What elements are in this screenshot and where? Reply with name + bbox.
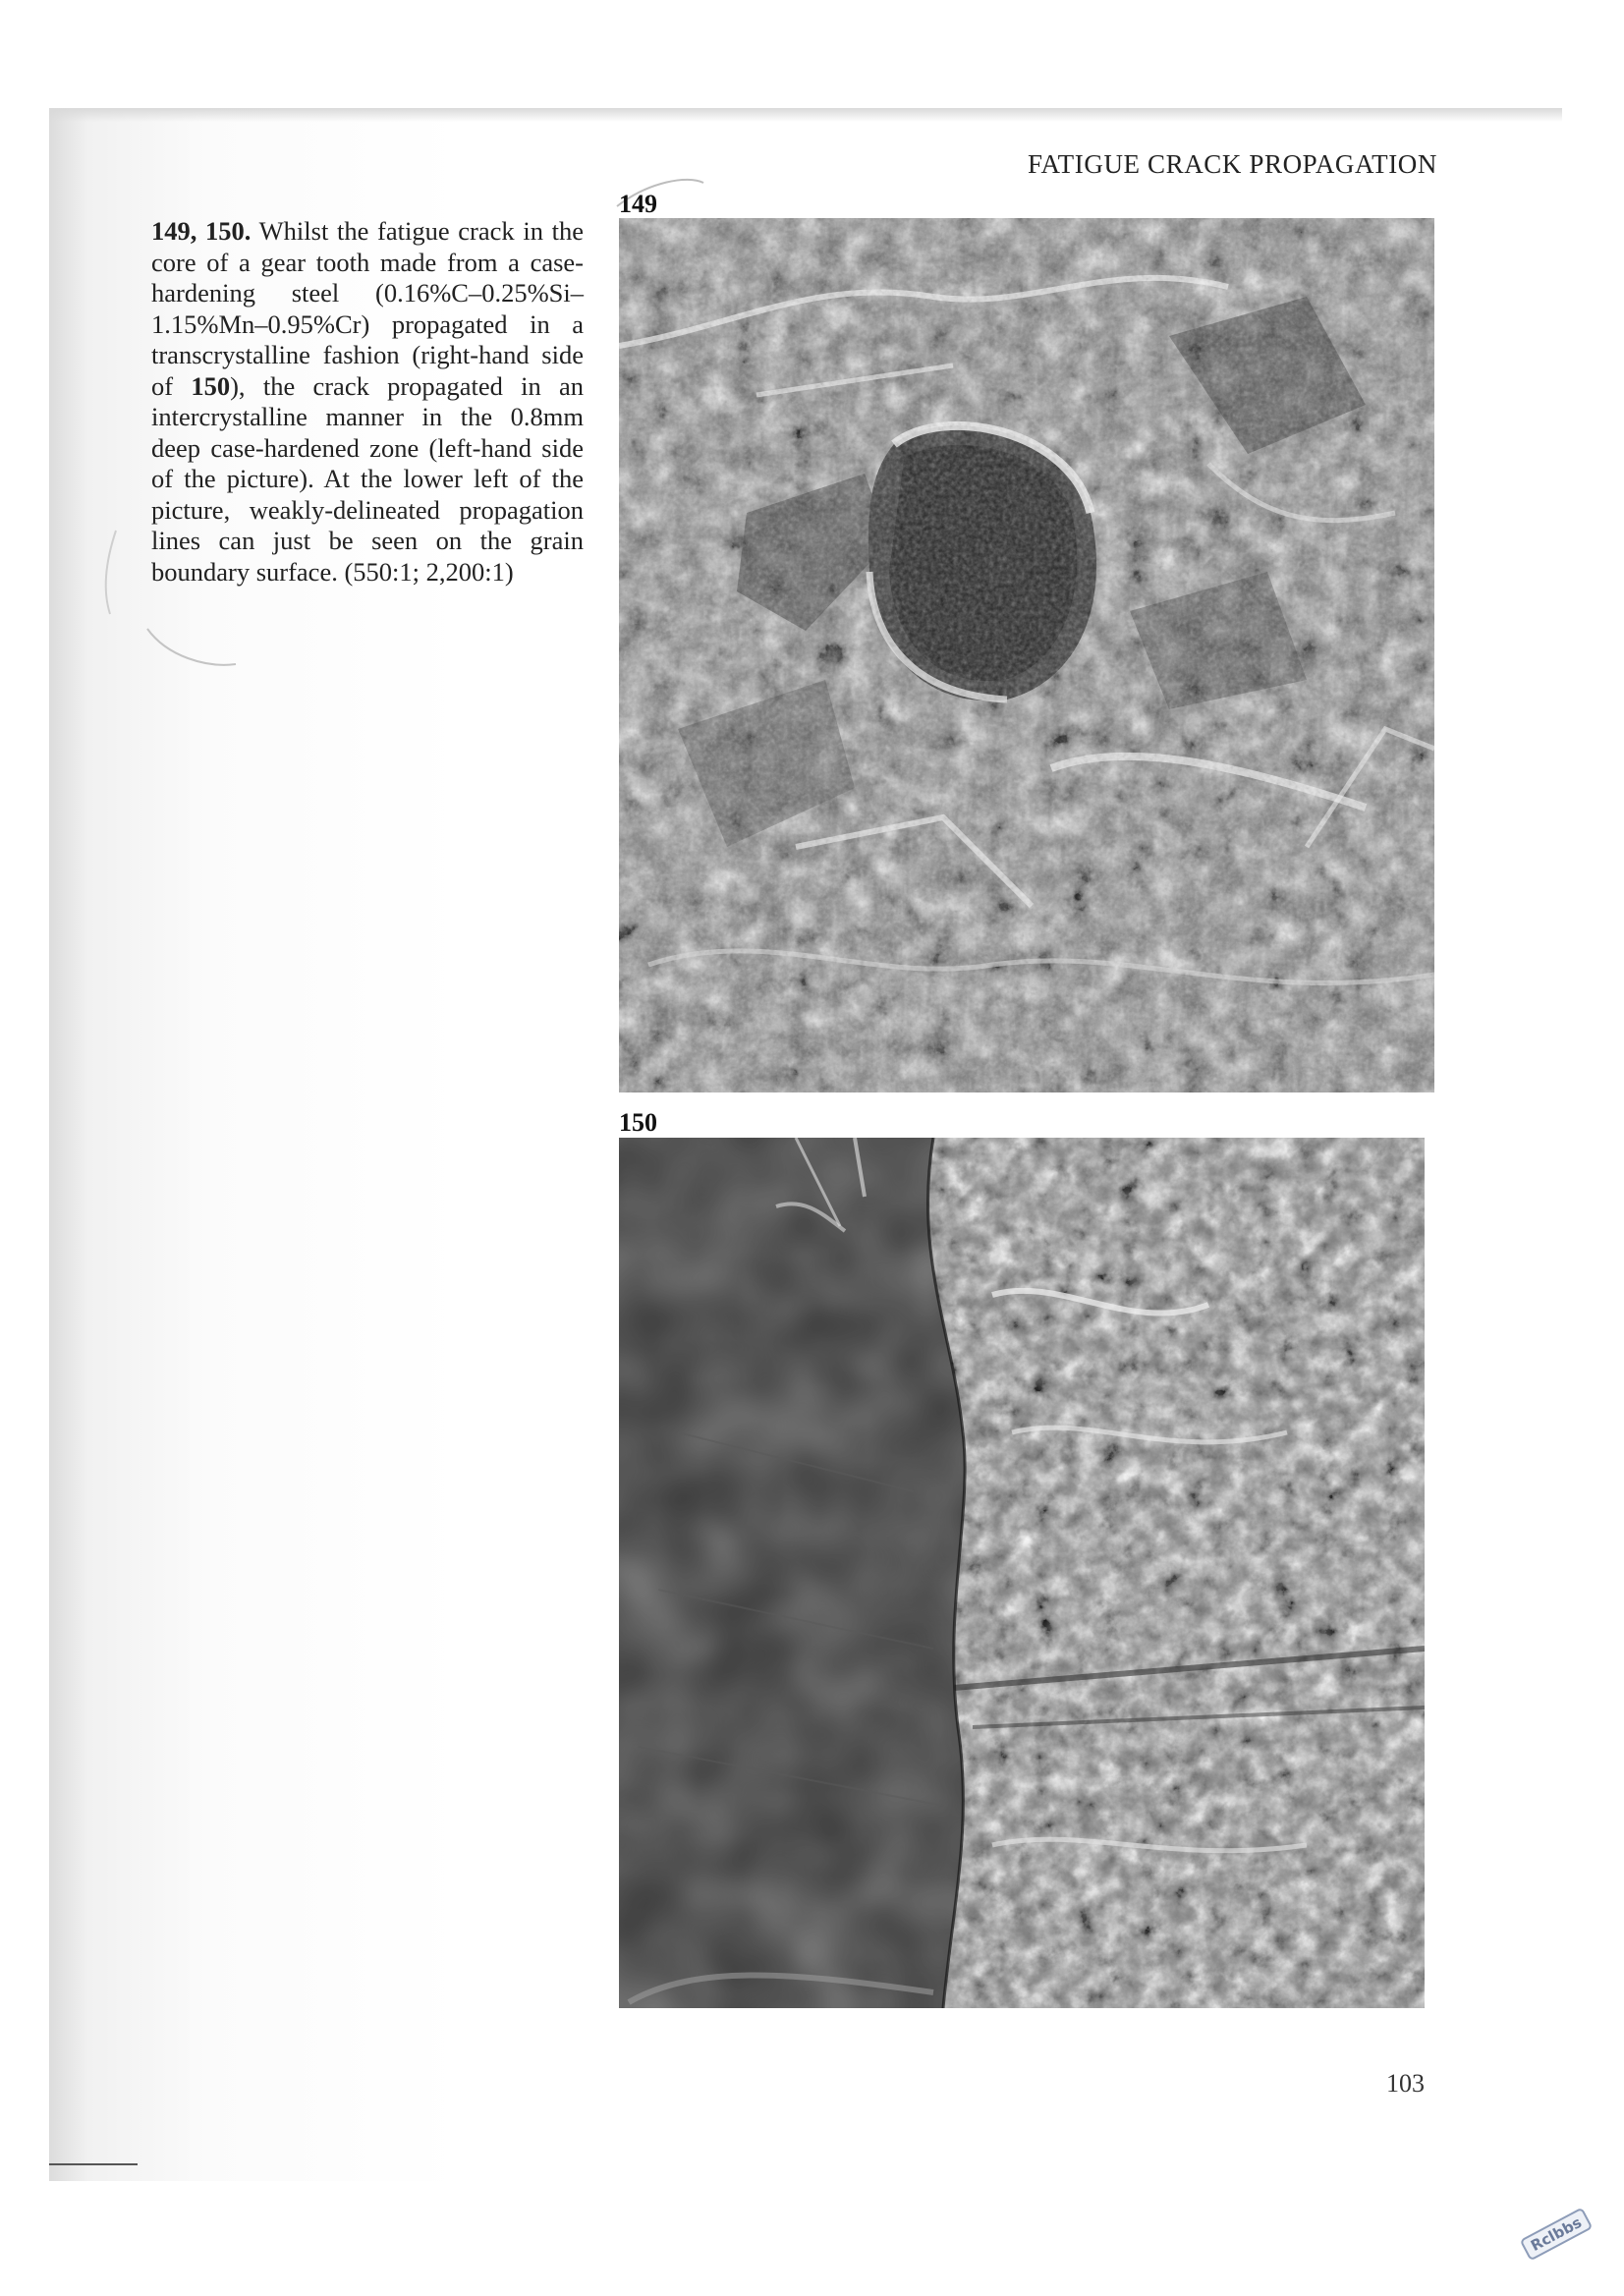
caption-bold-ref: 150	[191, 370, 231, 401]
figure-label-150: 150	[619, 1108, 657, 1137]
scan-edge-shadow	[49, 108, 1562, 122]
micrograph-150	[619, 1138, 1425, 2008]
caption-text-part-1: Whilst the fatigue crack in the core of a gear tooth made from a case-hardening steel (0.16%C–0.25%Si–1.15%Mn–0.95%Cr) propagated in a transcrystalline fashion (right-hand side of	[151, 216, 585, 401]
figure-caption	[151, 216, 584, 588]
watermark-stamp: Rclbbs	[1520, 2208, 1594, 2262]
page-number: 103	[1386, 2069, 1425, 2098]
caption-text-part-2: ), the crack propagated in an intercrystalline manner in the 0.8mm deep case-hardened zone (left-hand side of the picture). At the lower left of the picture, weakly-delineated propagation lines can just be seen on the grain boundary surface. (550:1; 2,200:1)	[151, 370, 584, 587]
figure-label-149: 149	[619, 190, 657, 218]
bottom-edge-mark	[49, 2163, 138, 2165]
running-head: FATIGUE CRACK PROPAGATION	[1027, 149, 1437, 179]
micrograph-149	[619, 218, 1434, 1092]
caption-figure-refs: 149, 150.	[151, 216, 252, 246]
